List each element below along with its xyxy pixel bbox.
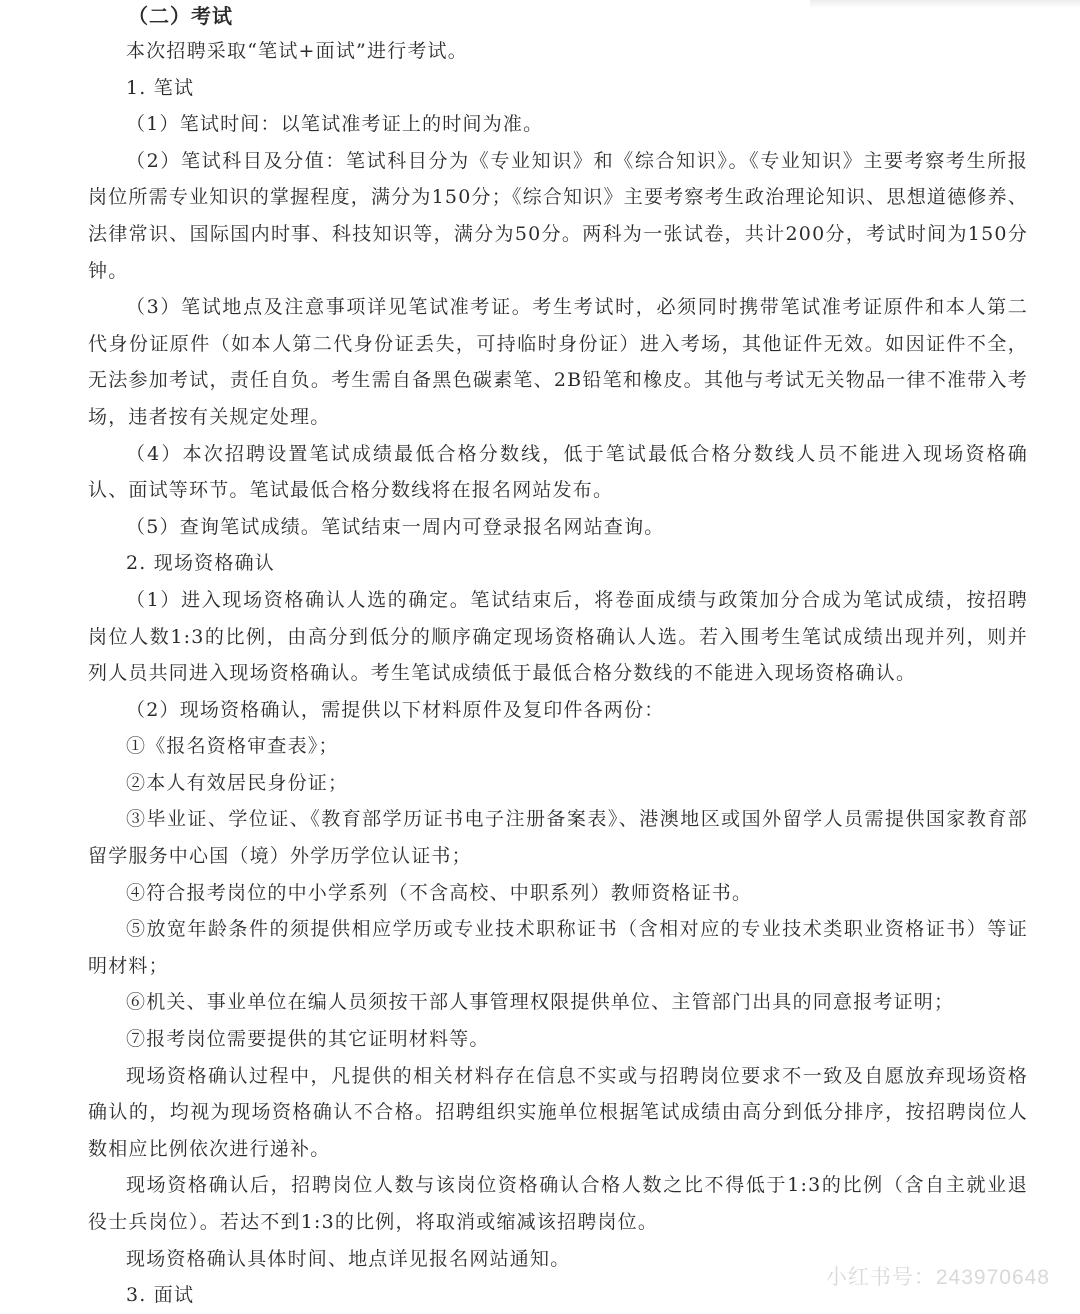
paragraph-candidate-selection: （1）进入现场资格确认人选的确定。笔试结束后，将卷面成绩与政策加分合成为笔试成绩，按招聘岗位人数1:3的比例，由高分到低分的顺序确定现场资格确认人选。若入围考生笔试成绩出现并列，则并列人员共同进入现场资格确认。考生笔试成绩低于最低合格分数线的不能进入现场资格确认。 [88,588,1028,685]
paragraph-disqualification: 现场资格确认过程中，凡提供的相关材料存在信息不实或与招聘岗位要求不一致及自愿放弃现场资格确认的，均视为现场资格确认不合格。招聘组织实施单位根据笔试成绩由高分到低分排序，按招聘岗位人数相应比例依次进行递补。 [88,1064,1028,1160]
list-item-5: ⑤放宽年龄条件的须提供相应学历或专业技术职称证书（含相对应的专业技术类职业资格证书）等证明材料； [88,918,1028,977]
list-item-3: ③毕业证、学位证、《教育部学历证书电子注册备案表》、港澳地区或国外留学人员需提供国家教育部留学服务中心国（境）外学历学位认证书； [88,808,1028,868]
watermark-text: 小红书号：243970648 [825,1266,1050,1289]
paragraph-exam-time: （1）笔试时间：以笔试准考证上的时间为准。 [126,113,544,136]
paragraph-intro: 本次招聘采取“笔试+面试”进行考试。 [126,40,468,62]
paragraph-ratio: 现场资格确认后，招聘岗位人数与该岗位资格确认合格人数之比不得低于1:3的比例（含自主就业退役士兵岗位）。若达不到1:3的比例，将取消或缩减该招聘岗位。 [88,1174,1028,1233]
list-item-1: ①《报名资格审查表》； [126,735,339,758]
list-item-4: ④符合报考岗位的中小学系列（不含高校、中职系列）教师资格证书。 [126,881,753,904]
subheading-written-exam: 1. 笔试 [126,76,195,99]
paragraph-materials-intro: （2）现场资格确认，需提供以下材料原件及复印件各两份： [126,698,665,721]
paragraph-notice: 现场资格确认具体时间、地点详见报名网站通知。 [126,1247,571,1270]
section-title: （二）考试 [128,4,233,28]
paragraph-min-score: （4）本次招聘设置笔试成绩最低合格分数线，低于笔试最低合格分数线人员不能进入现场资格确认、面试等环节。笔试最低合格分数线将在报名网站发布。 [88,442,1028,502]
subheading-qualification: 2. 现场资格确认 [126,552,275,575]
document-body [88,0,1028,1314]
paragraph-exam-location: （3）笔试地点及注意事项详见笔试准考证。考生考试时，必须同时携带笔试准考证原件和本人第二代身份证原件（如本人第二代身份证丢失，可持临时身份证）进入考场，其他证件无效。如因证件不全，无法参加考试，责任自负。考生需自备黑色碳素笔、2B铅笔和橡皮。其他与考试无关物品一律不准带入考场，违者按有关规定处理。 [88,296,1028,428]
list-item-7: ⑦报考岗位需要提供的其它证明材料等。 [126,1028,490,1051]
paragraph-exam-subjects: （2）笔试科目及分值：笔试科目分为《专业知识》和《综合知识》。《专业知识》主要考察考生所报岗位所需专业知识的掌握程度，满分为150分；《综合知识》主要考察考生政治理论知识、思想道德修养、法律常识、国际国内时事、科技知识等，满分为50分。两科为一张试卷，共计200分，考试时间为150分钟。 [88,149,1028,282]
subheading-interview: 3. 面试 [126,1284,195,1307]
list-item-2: ②本人有效居民身份证； [126,771,349,794]
list-item-6: ⑥机关、事业单位在编人员须按干部人事管理权限提供单位、主管部门出具的同意报考证明； [126,991,955,1014]
paragraph-score-query: （5）查询笔试成绩。笔试结束一周内可登录报名网站查询。 [126,515,665,538]
